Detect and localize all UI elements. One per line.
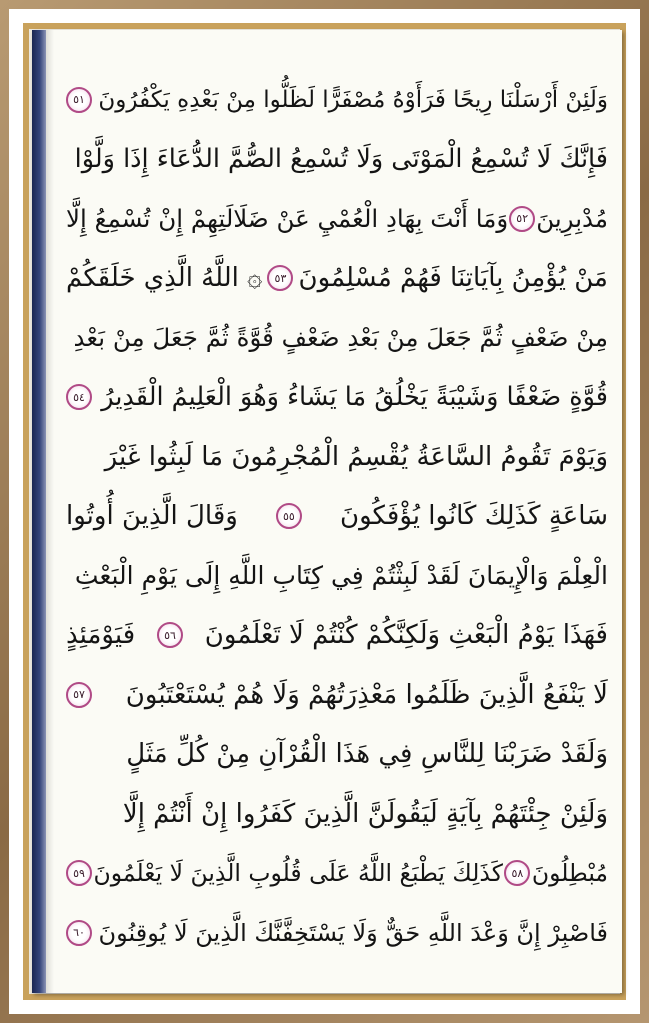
verse-text: لَا يَنْفَعُ الَّذِينَ ظَلَمُوا مَعْذِرَتُهُمْ وَلَا هُمْ يُسْتَعْتَبُونَ: [125, 679, 608, 710]
quran-text-block: [66, 70, 608, 963]
verse-line: [66, 546, 608, 606]
verse-line: [66, 249, 608, 309]
verse-line: [66, 189, 608, 249]
ayah-number-marker: ٥٤: [66, 384, 92, 410]
verse-text: وَمَا أَنْتَ بِهَادِ الْعُمْيِ عَنْ ضَلَالَتِهِمْ إِنْ تُسْمِعُ إِلَّا: [66, 204, 509, 234]
verse-text: سَاعَةٍ كَذَلِكَ كَانُوا يُؤْفَكُونَ: [340, 501, 608, 532]
verse-line: [66, 368, 608, 428]
verse-line: [66, 427, 608, 487]
verse-text: فَيَوْمَئِذٍ: [66, 620, 136, 651]
ayah-number-marker: ٥٩: [66, 860, 92, 886]
verse-line: [66, 130, 608, 190]
verse-text: وَلَقَدْ ضَرَبْنَا لِلنَّاسِ فِي هَذَا الْقُرْآنِ مِنْ كُلِّ مَثَلٍ: [126, 739, 608, 770]
ayah-number-marker: ٥٦: [157, 622, 183, 648]
ayah-number-marker: ٥٥: [276, 503, 302, 529]
ayah-number-marker: ٦٠: [66, 920, 92, 946]
verse-line: [66, 606, 608, 666]
ayah-number-marker: ٥٨: [504, 860, 530, 886]
verse-line: [66, 665, 608, 725]
verse-text: قُوَّةٍ ضَعْفًا وَشَيْبَةً يَخْلُقُ مَا يَشَاءُ وَهُوَ الْعَلِيمُ الْقَدِيرُ: [101, 382, 608, 413]
mushaf-page: [32, 30, 622, 993]
ayah-number-marker: ٥٧: [66, 682, 92, 708]
verse-text: مَنْ يُؤْمِنُ بِآيَاتِنَا فَهُمْ مُسْلِمُونَ: [298, 263, 608, 294]
verse-text: وَلَئِنْ جِئْتَهُمْ بِآيَةٍ لَيَقُولَنَّ الَّذِينَ كَفَرُوا إِنْ أَنْتُمْ إِلَّا: [122, 798, 608, 829]
verse-text: مُبْطِلُونَ: [531, 859, 608, 888]
verse-line: [66, 784, 608, 844]
verse-text: كَذَلِكَ يَطْبَعُ اللَّهُ عَلَى قُلُوبِ الَّذِينَ لَا يَعْلَمُونَ: [93, 859, 503, 888]
verse-text: مِنْ ضَعْفٍ ثُمَّ جَعَلَ مِنْ بَعْدِ ضَعْفٍ قُوَّةً ثُمَّ جَعَلَ مِنْ بَعْدِ: [73, 323, 608, 353]
ayah-number-marker: ٥١: [66, 87, 92, 113]
verse-text: الْعِلْمَ وَالْإِيمَانَ لَقَدْ لَبِثْتُمْ فِي كِتَابِ اللَّهِ إِلَى يَوْمِ الْبَعْثِ: [74, 561, 608, 591]
verse-text: وَقَالَ الَّذِينَ أُوتُوا: [66, 501, 238, 532]
book-spine: [32, 30, 46, 993]
spine-shadow: [46, 30, 54, 993]
verse-text: مُدْبِرِينَ: [536, 204, 608, 234]
verse-line: [66, 903, 608, 963]
ayah-number-marker: ٥٣: [267, 265, 293, 291]
verse-line: [66, 725, 608, 785]
verse-line: [66, 844, 608, 904]
verse-text: وَلَئِنْ أَرْسَلْنَا رِيحًا فَرَأَوْهُ مُصْفَرًّا لَظَلُّوا مِنْ بَعْدِهِ يَكْفُرُونَ: [98, 86, 608, 113]
ayah-number-marker: ٥٢: [509, 206, 535, 232]
verse-line: [66, 487, 608, 547]
verse-text: وَيَوْمَ تَقُومُ السَّاعَةُ يُقْسِمُ الْمُجْرِمُونَ مَا لَبِثُوا غَيْرَ: [104, 441, 608, 472]
verse-text: فَإِنَّكَ لَا تُسْمِعُ الْمَوْتَى وَلَا تُسْمِعُ الصُّمَّ الدُّعَاءَ إِذَا وَلَّوْا: [74, 144, 608, 175]
verse-line: [66, 308, 608, 368]
verse-text: فَاصْبِرْ إِنَّ وَعْدَ اللَّهِ حَقٌّ وَلَا يَسْتَخِفَّنَّكَ الَّذِينَ لَا يُوقِنُونَ: [98, 918, 608, 947]
verse-text: فَهَذَا يَوْمُ الْبَعْثِ وَلَكِنَّكُمْ كُنْتُمْ لَا تَعْلَمُونَ: [204, 620, 608, 651]
verse-text: ۞ اللَّهُ الَّذِي خَلَقَكُمْ: [66, 263, 263, 294]
verse-line: [66, 70, 608, 130]
